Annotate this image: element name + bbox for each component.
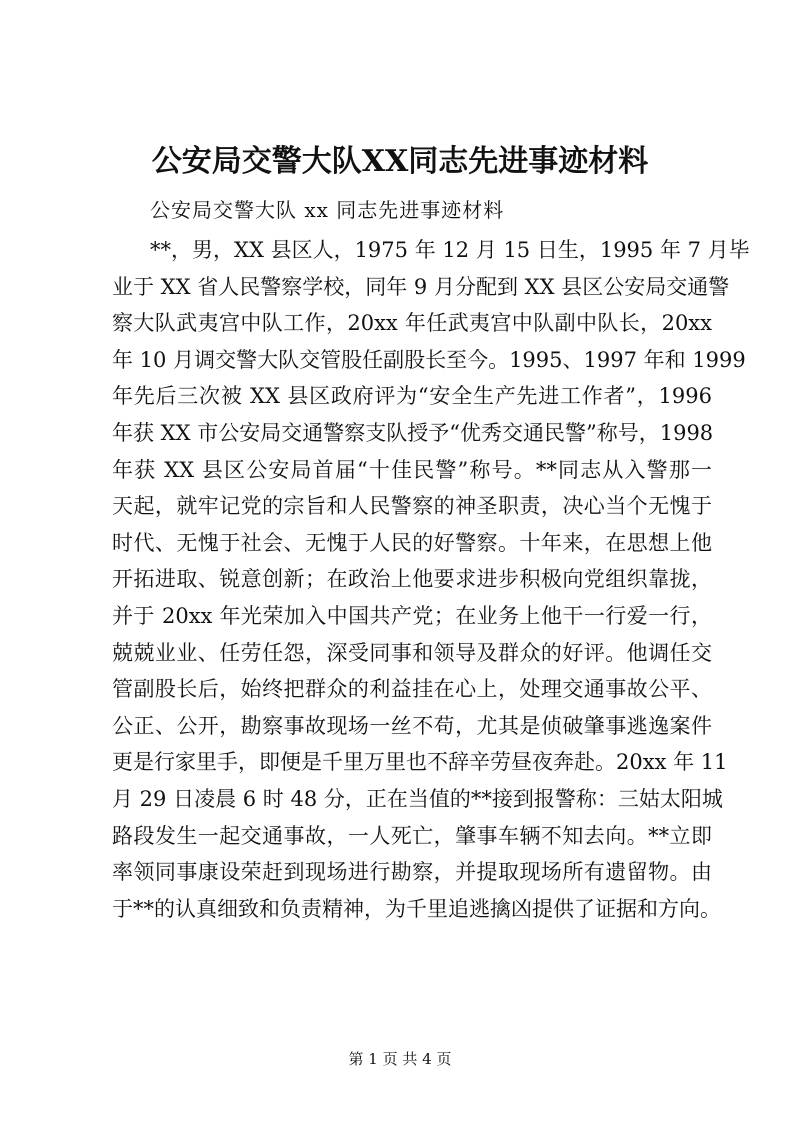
body-line: 天起，就牢记党的宗旨和人民警察的神圣职责，决心当个无愧于: [112, 494, 712, 519]
body-line: 兢兢业业、任劳任怨，深受同事和领导及群众的好评。他调任交: [112, 640, 712, 665]
body-line: 路段发生一起交通事故，一人死亡，肇事车辆不知去向。**立即: [112, 823, 712, 848]
body-line: 于**的认真细致和负责精神，为千里追逃擒凶提供了证据和方向。: [112, 896, 721, 921]
body-line: 年先后三次被 XX 县区政府评为“安全生产先进工作者”，1996: [112, 384, 712, 409]
body-line: 业于 XX 省人民警察学校，同年 9 月分配到 XX 县区公安局交通警: [112, 274, 730, 299]
body-line: 察大队武夷宫中队工作，20xx 年任武夷宫中队副中队长，20xx: [112, 311, 712, 336]
body-line: 率领同事康设荣赶到现场进行勘察，并提取现场所有遗留物。由: [112, 860, 712, 885]
body-line: 时代、无愧于社会、无愧于人民的好警察。十年来，在思想上他: [112, 530, 712, 555]
body-line: 年 10 月调交警大队交管股任副股长至今。1995、1997 年和 1999: [112, 347, 746, 372]
body-line: 年获 XX 县区公安局首届“十佳民警”称号。**同志从入警那一: [112, 457, 712, 482]
body-line: 月 29 日凌晨 6 时 48 分，正在当值的**接到报警称：三姑太阳城: [112, 786, 723, 811]
body-line: 更是行家里手，即便是千里万里也不辞辛劳昼夜奔赴。20xx 年 11: [112, 750, 728, 775]
body-line: 管副股长后，始终把群众的利益挂在心上，处理交通事故公平、: [112, 677, 712, 702]
page-number-footer: 第 1 页 共 4 页: [348, 1050, 452, 1068]
document-subtitle: 公安局交警大队 xx 同志先进事迹材料: [150, 198, 505, 222]
body-line: 并于 20xx 年光荣加入中国共产党；在业务上他干一行爱一行，: [112, 603, 712, 628]
body-line: 年获 XX 市公安局交通警察支队授予“优秀交通民警”称号，1998: [112, 420, 714, 445]
body-line: **，男，XX 县区人，1975 年 12 月 15 日生，1995 年 7 月毕: [150, 238, 750, 262]
document-body: [112, 232, 750, 927]
body-line: 公正、公开，勘察事故现场一丝不苟，尤其是侦破肇事逃逸案件: [112, 713, 712, 738]
document-title: 公安局交警大队XX同志先进事迹材料: [151, 144, 649, 179]
body-line: 开拓进取、锐意创新；在政治上他要求进步积极向党组织靠拢，: [112, 567, 712, 592]
